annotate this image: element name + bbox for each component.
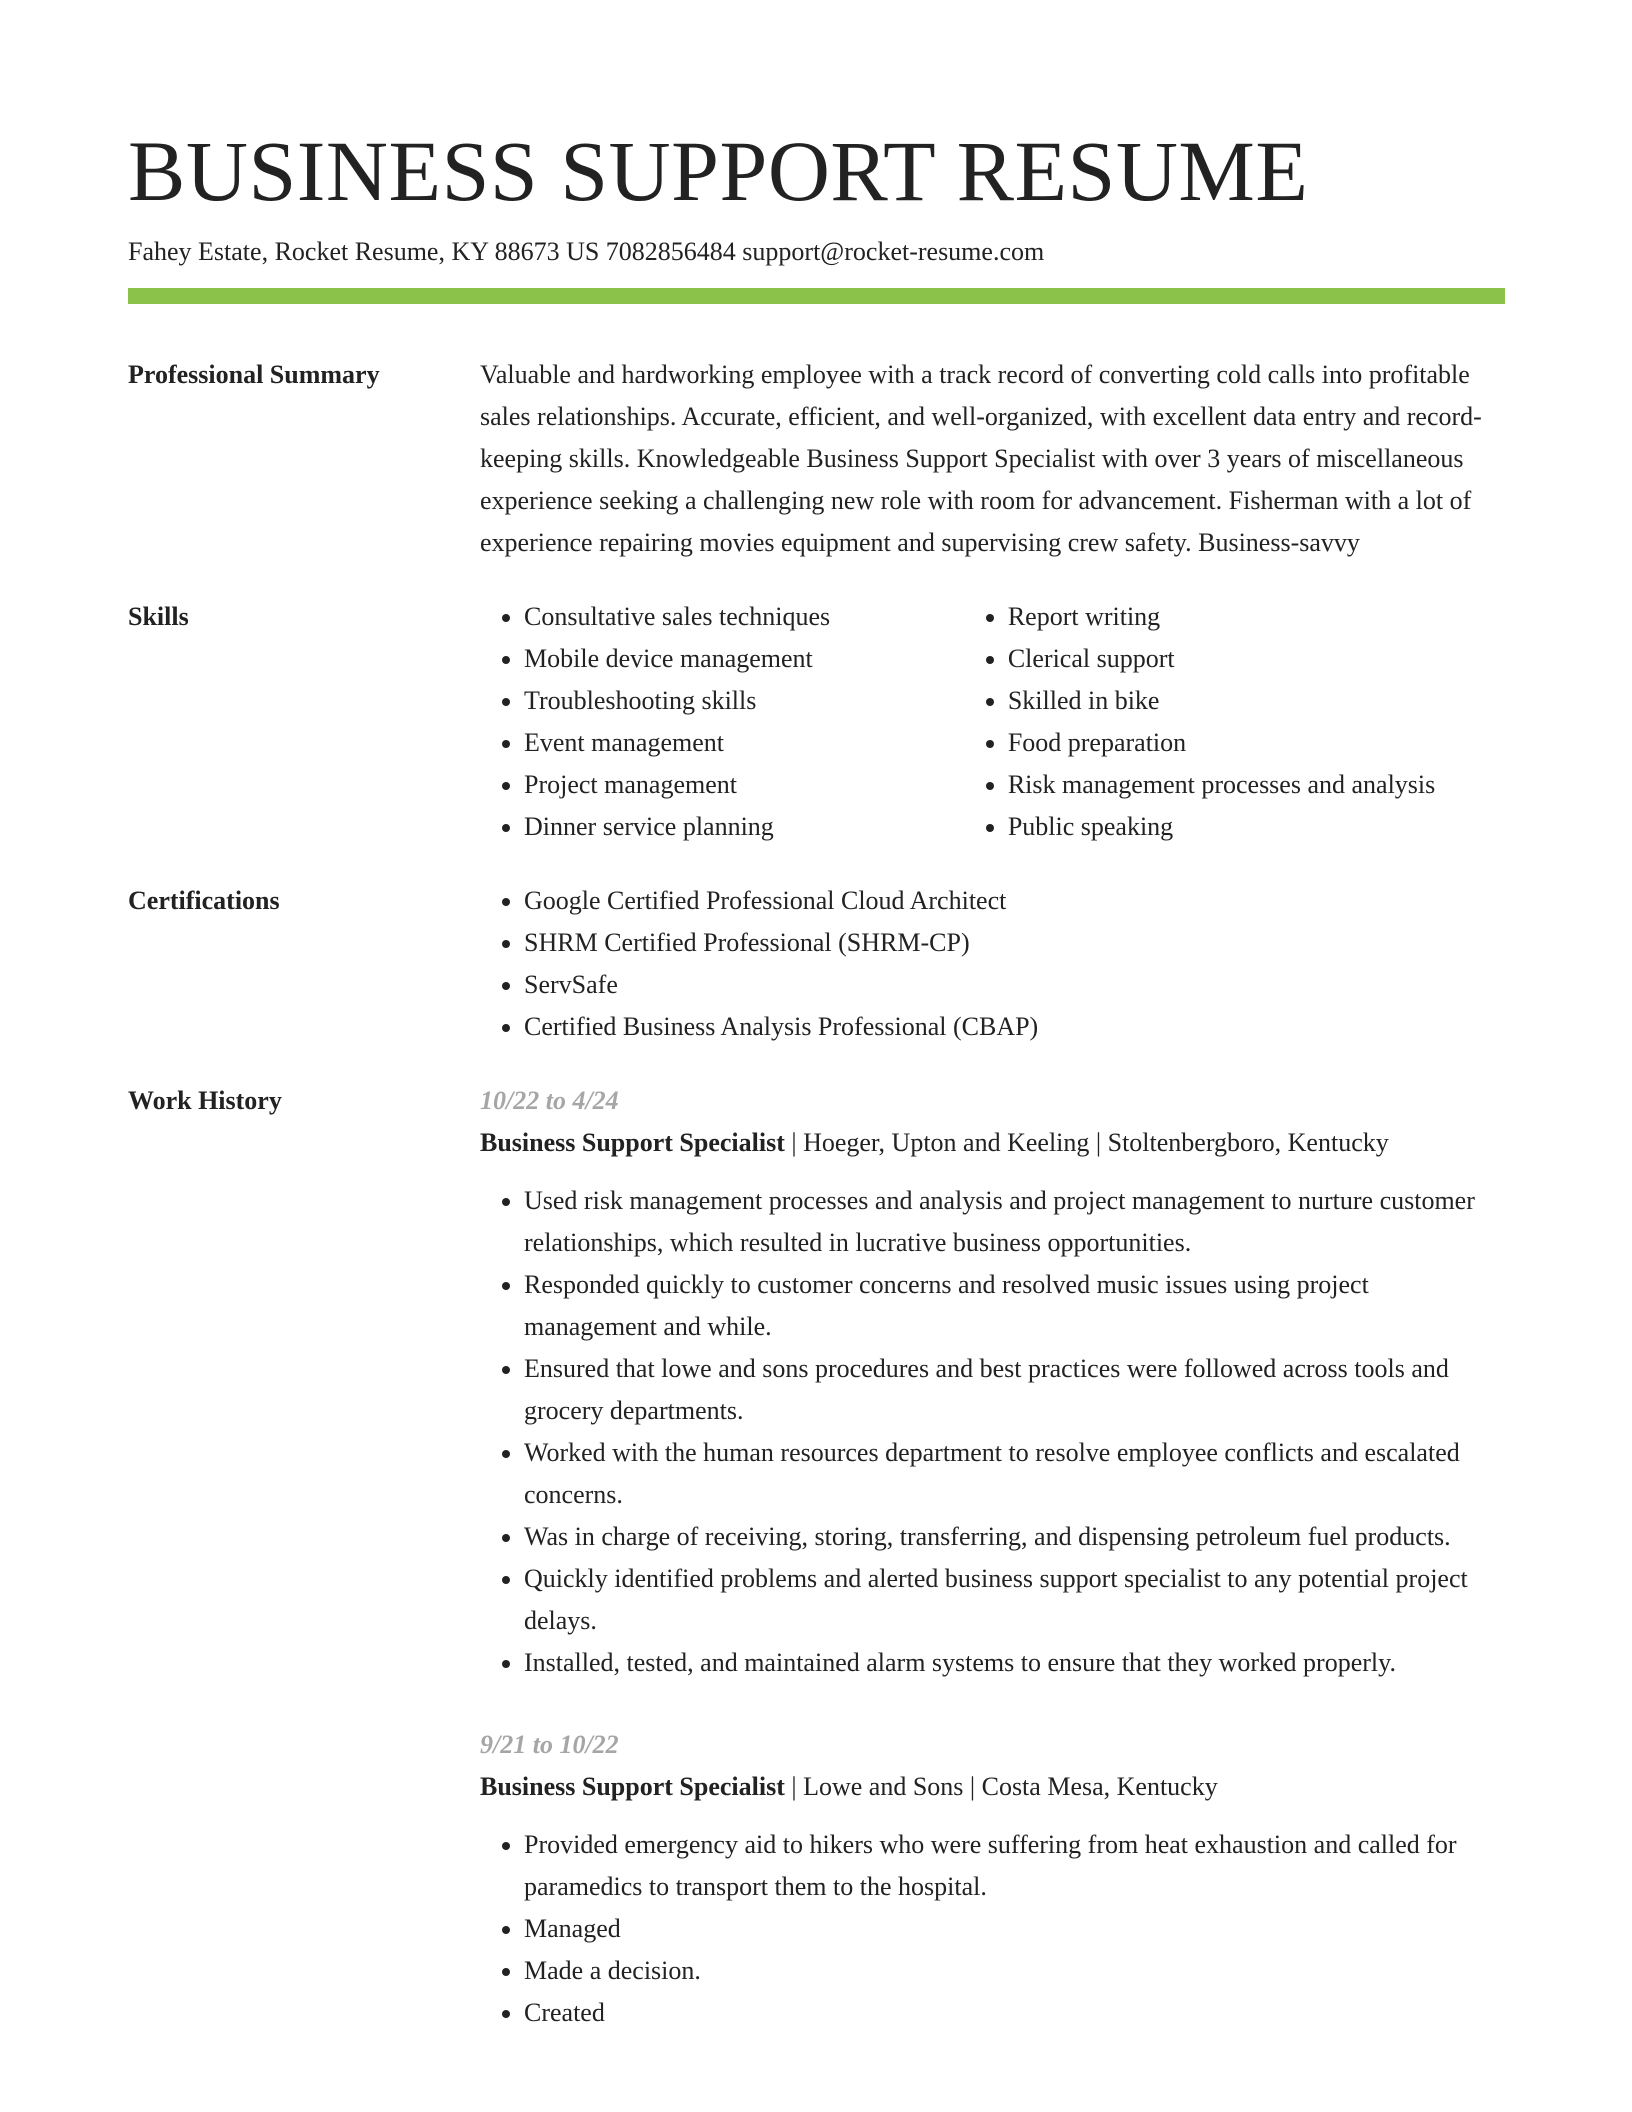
skill-item: • Troubleshooting skills — [524, 680, 964, 722]
job-bullet: • Worked with the human resources department to resolve employee conflicts and escalated concerns. — [524, 1432, 1505, 1516]
summary-text: Valuable and hardworking employee with a track record of converting cold calls into profitable sales relationships. Accurate, efficient, and well-organized, with excellent data entry and record-keeping skills. Knowledgeable Business Support Specialist with over 3 years of miscellaneous experience seeking a challenging new role with room for advancement. Fisherman with a lot of experience repairing movies equipment and supervising crew safety. Business-savvy — [480, 360, 1482, 557]
skill-item: • Consultative sales techniques — [524, 596, 964, 638]
job-details: | Hoeger, Upton and Keeling | Stoltenbergboro, Kentucky — [784, 1128, 1389, 1157]
job-title: Business Support Specialist — [480, 1772, 785, 1801]
job-details: | Lowe and Sons | Costa Mesa, Kentucky — [784, 1772, 1218, 1801]
job-bullet: • Responded quickly to customer concerns and resolved music issues using project management and while. — [524, 1264, 1505, 1348]
header-divider — [128, 288, 1505, 304]
certifications-list — [480, 880, 1505, 1048]
job-bullet: • Provided emergency aid to hikers who were suffering from heat exhaustion and called for paramedics to transport them to the hospital. — [524, 1824, 1505, 1908]
job-title: Business Support Specialist — [480, 1128, 785, 1157]
skill-item: • Report writing — [1008, 596, 1505, 638]
job-bullet: • Was in charge of receiving, storing, transferring, and dispensing petroleum fuel products. — [524, 1516, 1505, 1558]
certification-item: • Google Certified Professional Cloud Architect — [524, 880, 1505, 922]
skills-list-left — [480, 596, 964, 848]
skill-item: • Clerical support — [1008, 638, 1505, 680]
skill-item: • Event management — [524, 722, 964, 764]
job-bullet: • Quickly identified problems and alerted business support specialist to any potential project delays. — [524, 1558, 1505, 1642]
job-bullet: • Installed, tested, and maintained alarm systems to ensure that they worked properly. — [524, 1642, 1505, 1684]
job-dates: 9/21 to 10/22 — [480, 1730, 619, 1759]
skill-item: • Dinner service planning — [524, 806, 964, 848]
skill-item: • Public speaking — [1008, 806, 1505, 848]
job-bullets — [480, 1180, 1505, 1684]
certification-item: • Certified Business Analysis Professional (CBAP) — [524, 1006, 1505, 1048]
job-entry — [480, 1724, 1505, 2034]
section-heading-skills: Skills — [128, 602, 189, 631]
section-heading-summary: Professional Summary — [128, 360, 380, 389]
contact-line: Fahey Estate, Rocket Resume, KY 88673 US 7082856484 support@rocket-resume.com — [128, 237, 1045, 266]
certification-item: • SHRM Certified Professional (SHRM-CP) — [524, 922, 1505, 964]
job-bullet: • Used risk management processes and analysis and project management to nurture customer relationships, which resulted in lucrative business opportunities. — [524, 1180, 1505, 1264]
skills-columns — [480, 596, 1505, 848]
resume-title: BUSINESS SUPPORT RESUME — [128, 123, 1309, 219]
skills-section — [128, 596, 1505, 848]
resume-page — [128, 118, 1505, 2034]
skill-item: • Food preparation — [1008, 722, 1505, 764]
certification-item: • ServSafe — [524, 964, 1505, 1006]
work-history-section — [128, 1080, 1505, 2034]
job-bullet: • Ensured that lowe and sons procedures and best practices were followed across tools and grocery departments. — [524, 1348, 1505, 1432]
job-bullet: • Made a decision. — [524, 1950, 1505, 1992]
skills-body — [480, 596, 1505, 848]
section-heading-work-history: Work History — [128, 1086, 282, 1115]
skill-item: • Mobile device management — [524, 638, 964, 680]
job-bullets — [480, 1824, 1505, 2034]
summary-body — [480, 354, 1505, 564]
section-heading-certifications: Certifications — [128, 886, 280, 915]
skill-item: • Risk management processes and analysis — [1008, 764, 1505, 806]
summary-section — [128, 354, 1505, 564]
certifications-body — [480, 880, 1505, 1048]
job-dates: 10/22 to 4/24 — [480, 1086, 619, 1115]
skill-item: • Skilled in bike — [1008, 680, 1505, 722]
work-history-body — [480, 1080, 1505, 2034]
certifications-section — [128, 880, 1505, 1048]
job-bullet: • Created — [524, 1992, 1505, 2034]
job-heading — [480, 1122, 1505, 1164]
job-heading — [480, 1766, 1505, 1808]
skills-list-right — [964, 596, 1505, 848]
skill-item: • Project management — [524, 764, 964, 806]
job-entry — [480, 1080, 1505, 1684]
job-bullet: • Managed — [524, 1908, 1505, 1950]
